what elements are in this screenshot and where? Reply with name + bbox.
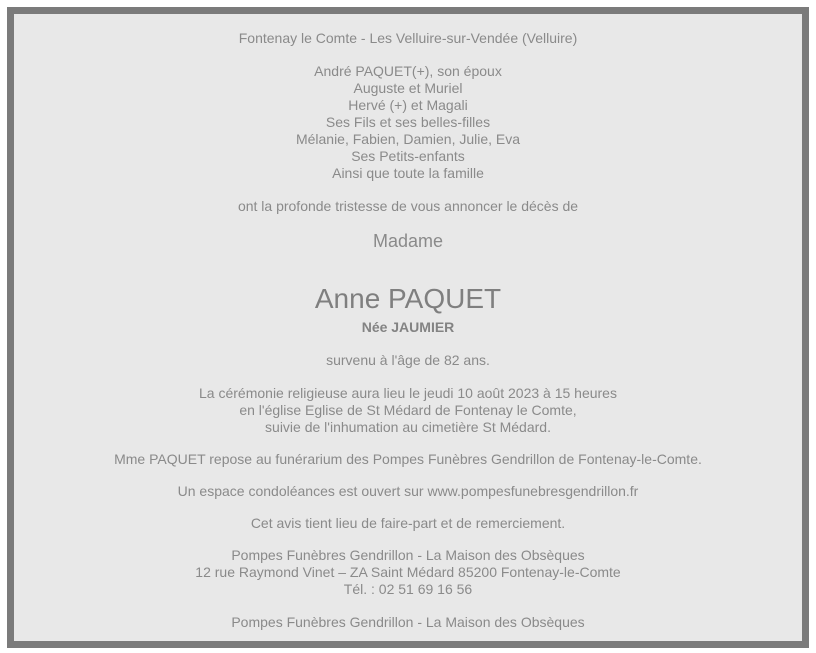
funeral-home-phone: Tél. : 02 51 69 16 56 [343, 581, 473, 597]
deceased-name: Anne PAQUET [314, 283, 502, 314]
ceremony-line: en l'église Eglise de St Médard de Fontenay le Comte, [239, 402, 577, 418]
ceremony-line: suivie de l'inhumation au cimetière St Médard. [265, 419, 551, 435]
footer-funeral-home-name: Pompes Funèbres Gendrillon - La Maison des Obsèques [231, 614, 585, 630]
family-member-line: Ses Petits-enfants [351, 148, 465, 164]
ceremony-line: La cérémonie religieuse aura lieu le jeudi 10 août 2023 à 15 heures [199, 385, 617, 401]
family-member-line: Mélanie, Fabien, Damien, Julie, Eva [295, 131, 521, 147]
obituary-notice-panel [7, 7, 809, 648]
family-member-line: André PAQUET(+), son époux [314, 63, 502, 79]
announcement-intro: ont la profonde tristesse de vous annoncer le décès de [237, 198, 579, 214]
ceremony-details [14, 385, 802, 436]
notice-line: Cet avis tient lieu de faire-part et de remerciement. [250, 515, 566, 531]
funeral-home-address: 12 rue Raymond Vinet – ZA Saint Médard 85200 Fontenay-le-Comte [195, 564, 621, 580]
funeral-home-name: Pompes Funèbres Gendrillon - La Maison des Obsèques [231, 547, 585, 563]
family-member-line: Ses Fils et ses belles-filles [325, 114, 491, 130]
family-list [14, 63, 802, 182]
maiden-name: Née JAUMIER [361, 319, 455, 335]
location-line: Fontenay le Comte - Les Velluire-sur-Vendée (Velluire) [238, 30, 578, 46]
funeral-home-block [14, 547, 802, 598]
family-member-line: Hervé (+) et Magali [348, 97, 468, 113]
family-member-line: Ainsi que toute la famille [332, 165, 484, 181]
family-member-line: Auguste et Muriel [353, 80, 463, 96]
repose-line: Mme PAQUET repose au funérarium des Pompes Funèbres Gendrillon de Fontenay-le-Comte. [114, 451, 702, 467]
civility-title: Madame [372, 231, 444, 251]
condolences-line: Un espace condoléances est ouvert sur www.pompesfunebresgendrillon.fr [177, 483, 639, 499]
age-line: survenu à l'âge de 82 ans. [326, 352, 490, 368]
